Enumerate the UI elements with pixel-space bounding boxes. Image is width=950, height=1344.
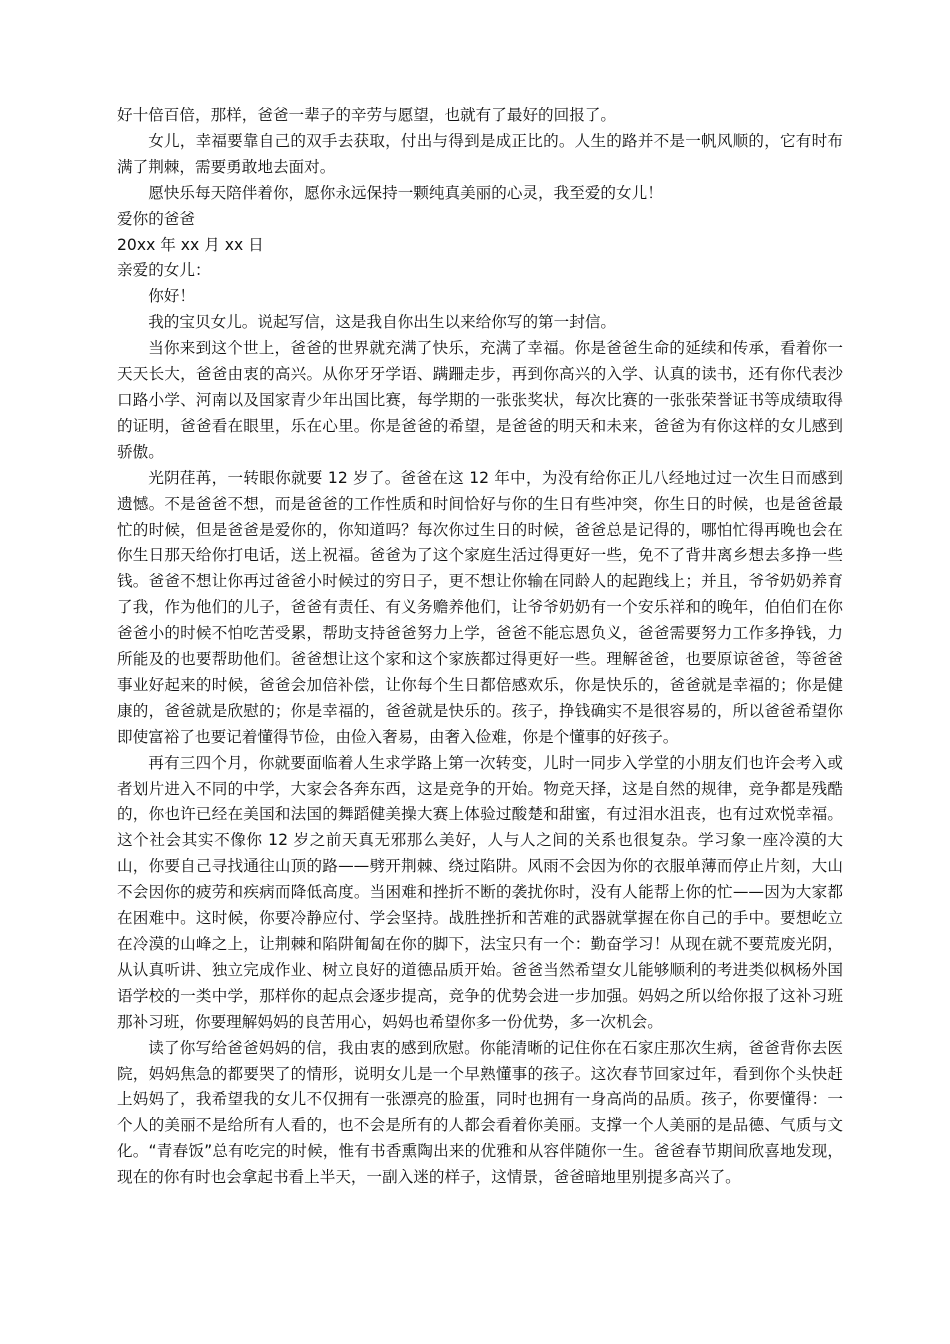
letter1-happiness-paragraph: 女儿，幸福要靠自己的双手去获取，付出与得到是成正比的。人生的路并不是一帆风顺的，它有时布满了荆棘，需要勇敢地去面对。 [117, 131, 843, 176]
letter2-paragraph-1: 我的宝贝女儿。说起写信，这是我自你出生以来给你写的第一封信。 [148, 313, 617, 332]
document-page [117, 103, 843, 1191]
letter1-date: 20xx 年 xx 月 xx 日 [117, 235, 264, 254]
letter1-wish-paragraph: 愿快乐每天陪伴着你，愿你永远保持一颗纯真美丽的心灵，我至爱的女儿！ [148, 183, 663, 202]
letter2-paragraph-2: 当你来到这个世上，爸爸的世界就充满了快乐，充满了幸福。你是爸爸生命的延续和传承，看着你一天天长大，爸爸由衷的高兴。从你牙牙学语、蹒跚走步，再到你高兴的入学、认真的读书，还有你代表沙口路小学、河南以及国家青少年出国比赛，每学期的一张张奖状，每次比赛的一张张荣誉证书等成绩取得的证明，爸爸看在眼里，乐在心里。你是爸爸的希望，是爸爸的明天和未来，爸爸为有你这样的女儿感到骄傲。 [117, 339, 843, 461]
letter1-closing-paragraph: 好十倍百倍，那样，爸爸一辈子的辛劳与愿望，也就有了最好的回报了。 [117, 106, 617, 124]
letter2-paragraph-5: 读了你写给爸爸妈妈的信，我由衷的感到欣慰。你能清晰的记住你在石家庄那次生病，爸爸背你去医院，妈妈焦急的都要哭了的情形，说明女儿是一个早熟懂事的孩子。这次春节回家过年，看到你个头快赶上妈妈了，我希望我的女儿不仅拥有一张漂亮的脸蛋，同时也拥有一身高尚的品质。孩子，你要懂得：一个人的美丽不是给所有人看的，也不会是所有的人都会看着你美丽。支撑一个人美丽的是品德、气质与文化。“青春饭”总有吃完的时候，惟有书香熏陶出来的优雅和从容伴随你一生。爸爸春节期间欣喜地发现，现在的你有时也会拿起书看上半天，一副入迷的样子，这情景，爸爸暗地里别提多高兴了。 [117, 1038, 843, 1187]
letter2-paragraph-3: 光阴荏苒，一转眼你就要 12 岁了。爸爸在这 12 年中，为没有给你正儿八经地过过一次生日而感到遗憾。不是爸爸不想，而是爸爸的工作性质和时间恰好与你的生日有些冲突，你生日的时候，也是爸爸最忙的时候，但是爸爸是爱你的，你知道吗？每次你过生日的时候，爸爸总是记得的，哪怕忙得再晚也会在你生日那天给你打电话，送上祝福。爸爸为了这个家庭生活过得更好一些，免不了背井离乡想去多挣一些钱。爸爸不想让你再过爸爸小时候过的穷日子，更不想让你输在同龄人的起跑线上；并且，爷爷奶奶养育了我，作为他们的儿子，爸爸有责任、有义务赡养他们，让爷爷奶奶有一个安乐祥和的晚年，伯伯们在你爸爸小的时候不怕吃苦受累，帮助支持爸爸努力上学，爸爸不能忘恩负义，爸爸需要努力工作多挣钱，力所能及的也要帮助他们。爸爸想让这个家和这个家族都过得更好一些。理解爸爸，也要原谅爸爸，等爸爸事业好起来的时候，爸爸会加倍补偿，让你每个生日都倍感欢乐，你是快乐的，爸爸就是幸福的；你是健康的，爸爸就是欣慰的；你是幸福的，爸爸就是快乐的。孩子，挣钱确实不是很容易的，所以爸爸希望你即使富裕了也要记着懂得节俭，由俭入奢易，由奢入俭难，你是个懂事的好孩子。 [117, 468, 843, 746]
letter2-salutation: 亲爱的女儿： [117, 261, 211, 280]
letter2-greeting: 你好！ [148, 287, 195, 306]
letter1-signature: 爱你的爸爸 [117, 209, 195, 228]
letter2-paragraph-4: 再有三四个月，你就要面临着人生求学路上第一次转变，儿时一同步入学堂的小朋友们也许会考入或者划片进入不同的中学，大家会各奔东西，这是竞争的开始。物竞天择，这是自然的规律，竞争都是残酷的，你也许已经在美国和法国的舞蹈健美操大赛上体验过酸楚和甜蜜，有过泪水沮丧，也有过欢悦幸福。这个社会其实不像你 12 岁之前天真无邪那么美好，人与人之间的关系也很复杂。学习象一座冷漠的大山，你要自己寻找通往山顶的路——劈开荆棘、绕过陷阱。风雨不会因为你的衣服单薄而停止片刻，大山不会因你的疲劳和疾病而降低高度。当困难和挫折不断的袭扰你时，没有人能帮上你的忙——因为大家都在困难中。这时候，你要冷静应付、学会坚持。战胜挫折和苦难的武器就掌握在你自己的手中。要想屹立在冷漠的山峰之上，让荆棘和陷阱匍匐在你的脚下，法宝只有一个：勤奋学习！从现在就不要荒废光阴，从认真听讲、独立完成作业、树立良好的道德品质开始。爸爸当然希望女儿能够顺利的考进类似枫杨外国语学校的一类中学，那样你的起点会逐步提高，竞争的优势会进一步加强。妈妈之所以给你报了这补习班那补习班，你要理解妈妈的良苦用心，妈妈也希望你多一份优势，多一次机会。 [117, 753, 843, 1031]
